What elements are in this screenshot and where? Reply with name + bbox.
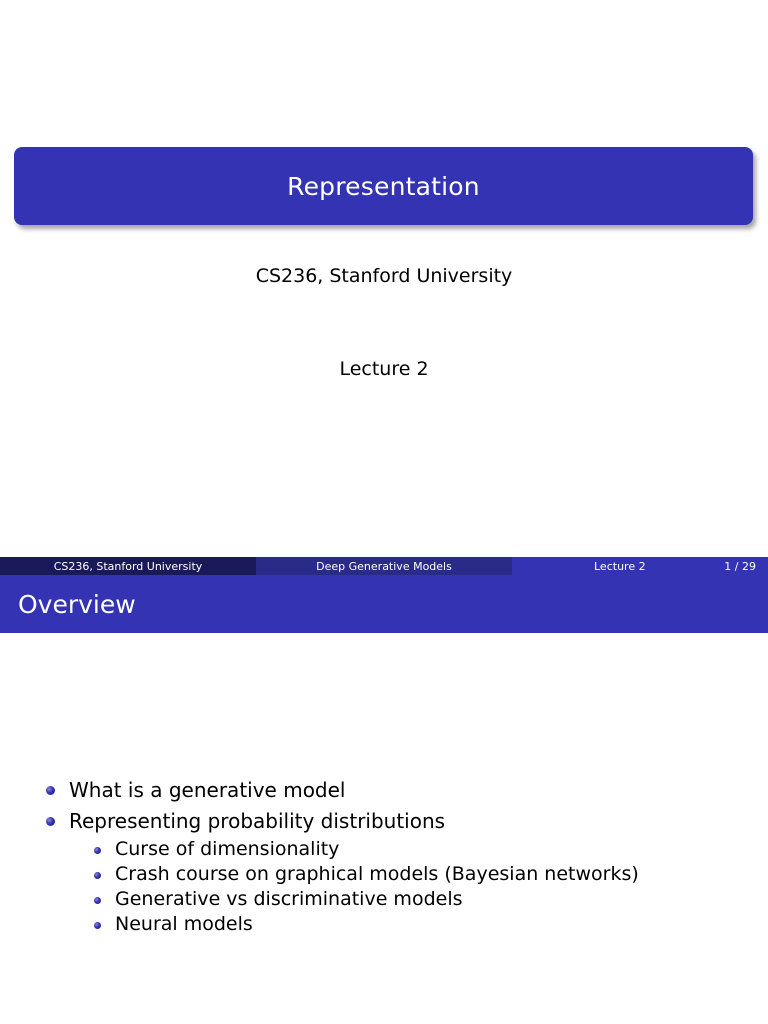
bullet-list — [46, 775, 639, 937]
footer-title-text: Deep Generative Models — [316, 559, 452, 573]
footer-title — [256, 557, 512, 575]
sub-list-item-text: Generative vs discriminative models — [115, 888, 463, 910]
sub-list-item — [93, 837, 639, 862]
list-item-text: Representing probability distributions — [69, 809, 446, 833]
bullet-icon — [46, 786, 55, 795]
list-item — [46, 806, 639, 937]
sub-list-item — [93, 887, 639, 912]
bullet-icon — [46, 817, 55, 826]
sub-bullet-list — [93, 837, 639, 937]
bullet-icon — [94, 922, 101, 929]
slide-subtitle: CS236, Stanford University — [255, 265, 513, 287]
title-box — [14, 147, 753, 225]
bullet-icon — [94, 847, 101, 854]
list-item — [46, 775, 639, 806]
frame-title-bar — [0, 575, 768, 633]
slide-title: Representation — [287, 171, 480, 201]
sub-list-item — [93, 862, 639, 887]
list-item-text: What is a generative model — [69, 778, 346, 802]
footer-author-text: CS236, Stanford University — [53, 559, 203, 573]
footer-date-text: Lecture 2 — [594, 559, 646, 573]
sub-list-item-text: Curse of dimensionality — [115, 838, 340, 860]
footer-date-page — [512, 557, 768, 575]
overview-content — [0, 633, 768, 1024]
sub-list-item-text: Crash course on graphical models (Bayesian networks) — [115, 863, 639, 885]
slide-date: Lecture 2 — [339, 358, 429, 380]
bullet-icon — [94, 897, 101, 904]
sub-list-item-text: Neural models — [115, 913, 253, 935]
frame-title: Overview — [18, 589, 136, 619]
footer-author — [0, 557, 256, 575]
sub-list-item — [93, 912, 639, 937]
bullet-icon — [94, 872, 101, 879]
slide-footer — [0, 557, 768, 575]
footer-page-number: 1 / 29 — [724, 559, 756, 573]
